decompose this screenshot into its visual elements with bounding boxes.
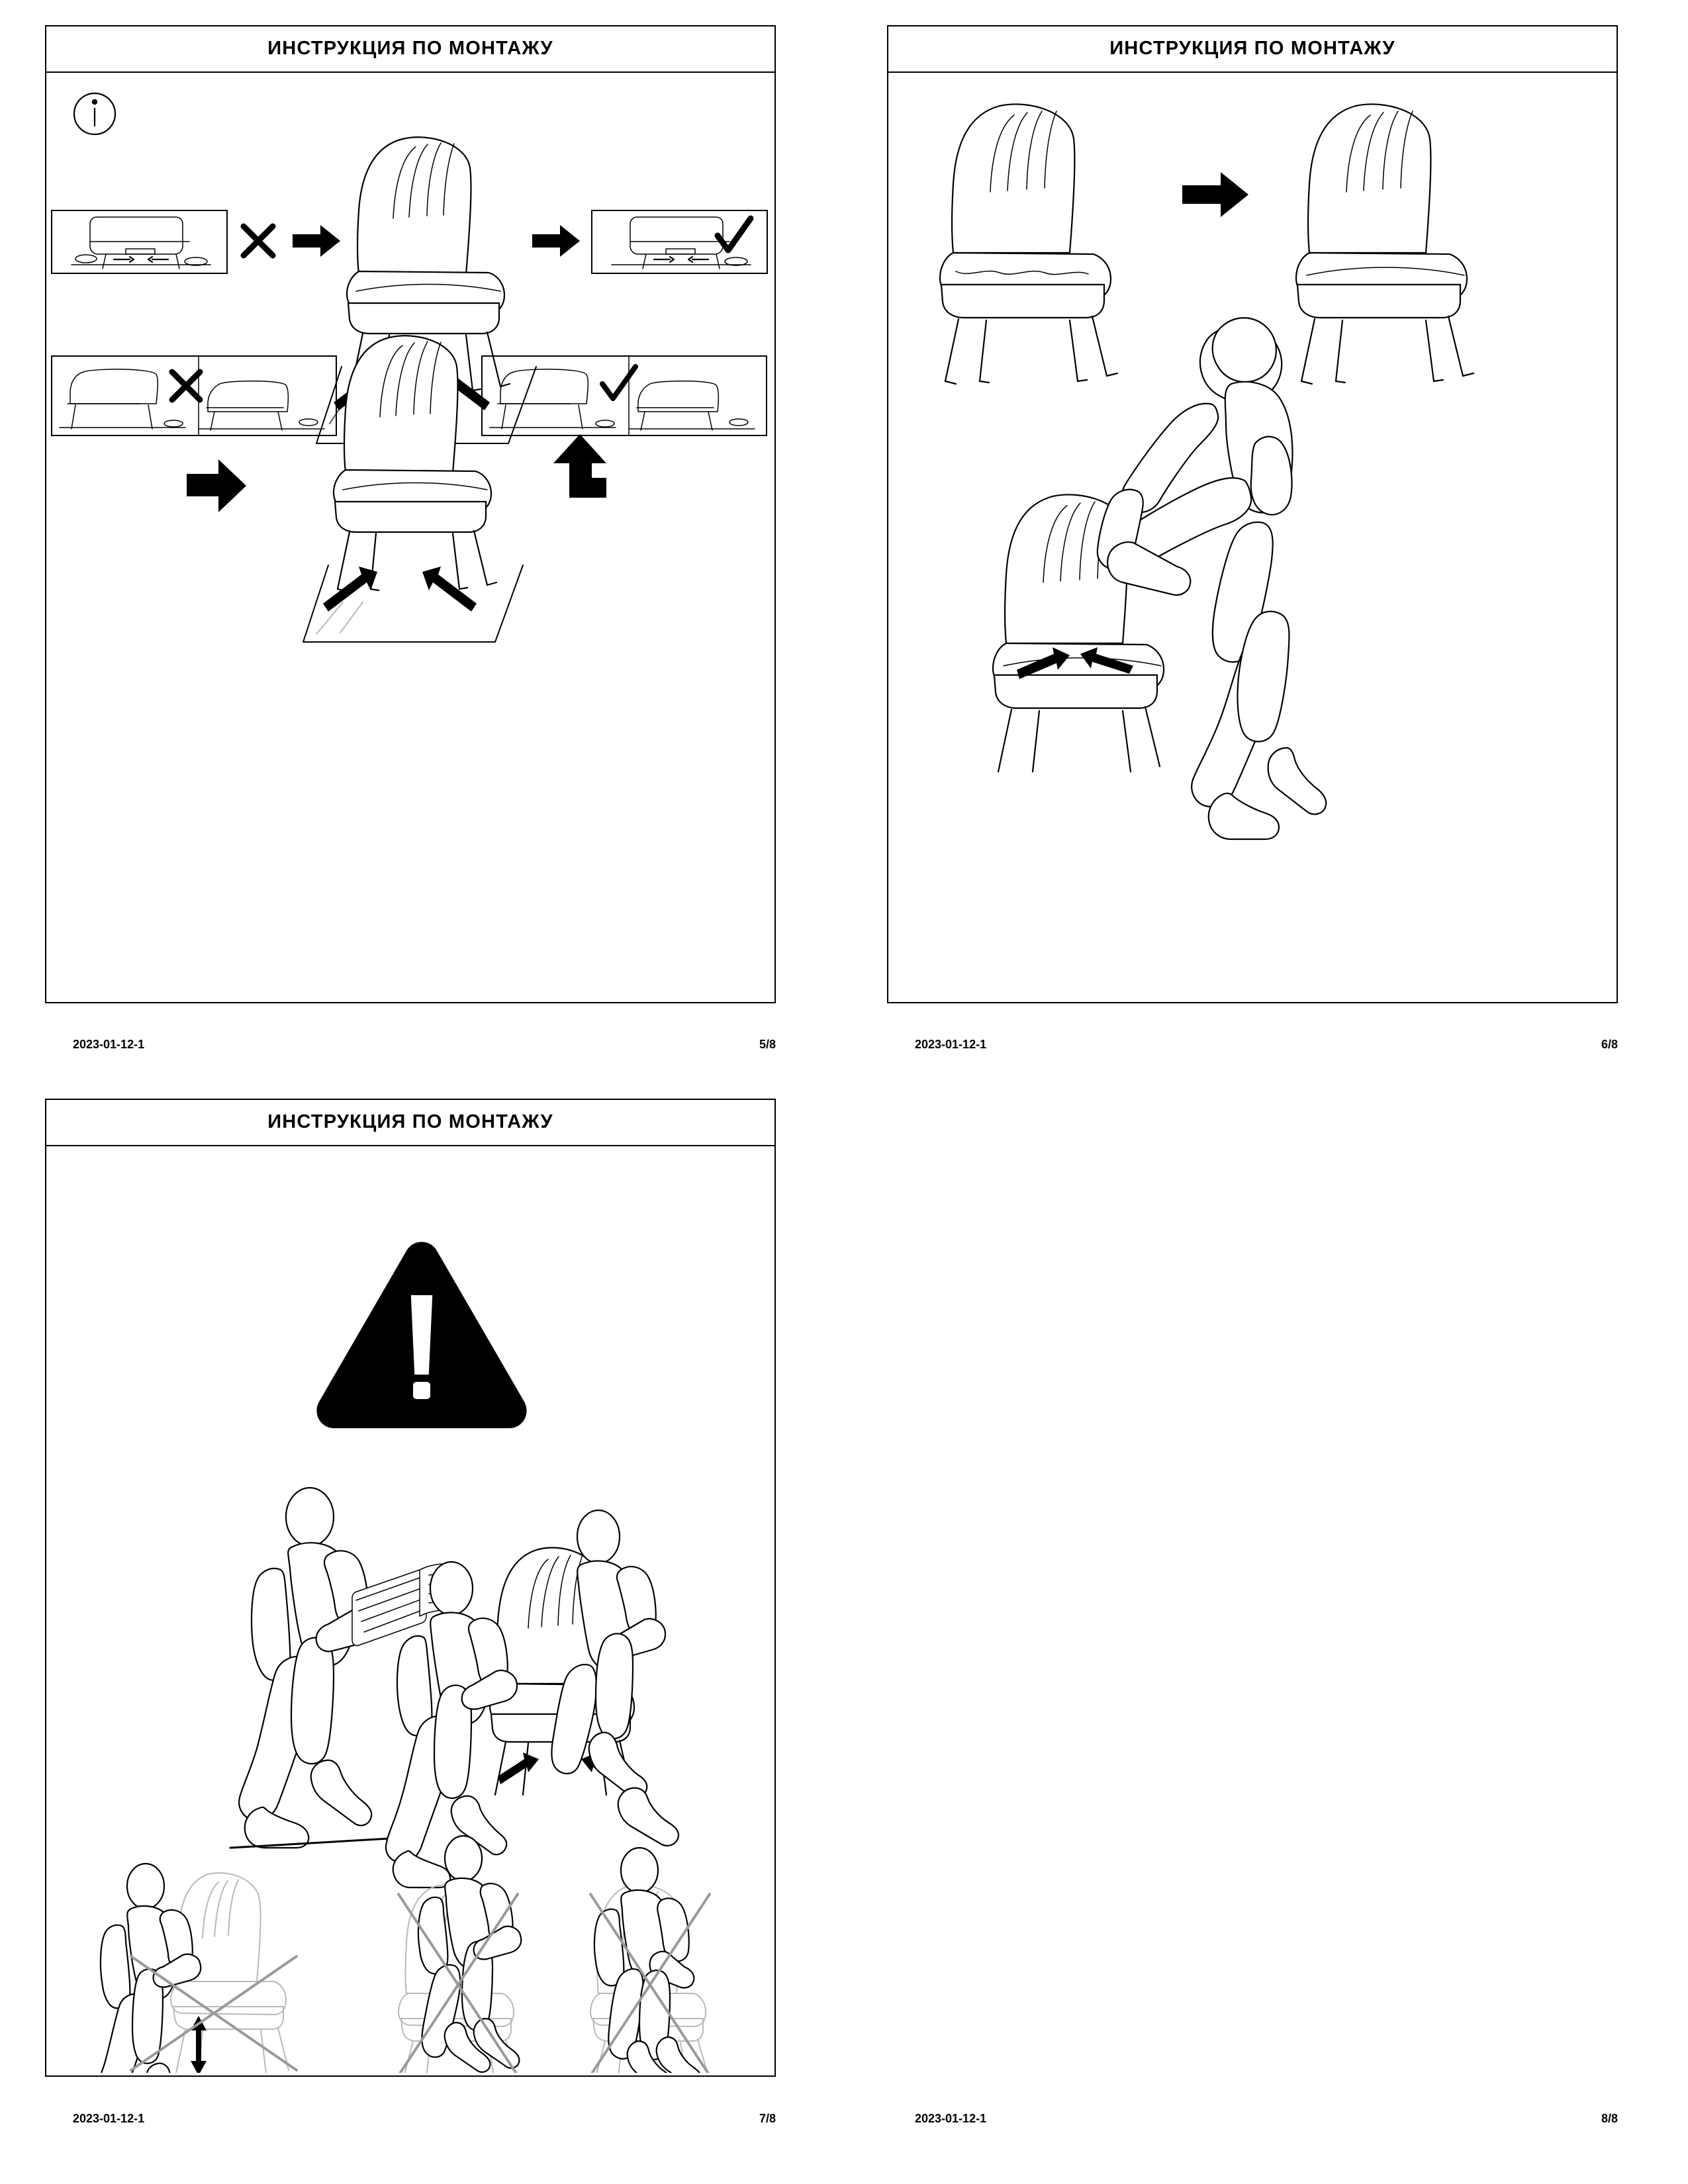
page-5 xyxy=(45,25,776,1003)
arrow-right-icon-top-2 xyxy=(532,225,580,257)
detail-wrong-bottom xyxy=(52,356,336,435)
person-dragging-chair xyxy=(93,1864,297,2073)
detail-correct-bottom xyxy=(482,356,767,435)
page-7-svg xyxy=(45,1146,773,2073)
chair-with-loose-seat xyxy=(940,104,1117,384)
person-sitting-on-armrest xyxy=(590,1848,710,2073)
page-8-footer xyxy=(915,2110,1618,2127)
arrow-elbow-icon-right xyxy=(553,434,606,498)
detail-wrong-top xyxy=(52,210,227,273)
page-7-footer xyxy=(73,2110,776,2127)
page-6-date: 2023-01-12-1 xyxy=(915,1037,987,1051)
detail-correct-top xyxy=(592,210,767,273)
page-6-title: ИНСТРУКЦИЯ ПО МОНТАЖУ xyxy=(887,25,1618,73)
page-6-artwork xyxy=(887,73,1618,1003)
arrow-right-icon-page6 xyxy=(1182,172,1248,217)
page-6-number: 6/8 xyxy=(1601,1037,1618,1051)
page-6 xyxy=(887,25,1618,1003)
page-8-date: 2023-01-12-1 xyxy=(915,2111,987,2125)
page-5-svg xyxy=(45,73,773,999)
page-7 xyxy=(45,1099,776,2077)
page-6-footer xyxy=(915,1036,1618,1053)
arrow-right-icon-top-1 xyxy=(293,225,340,257)
page-5-date: 2023-01-12-1 xyxy=(73,1037,145,1051)
page-5-artwork xyxy=(45,73,776,1003)
page-8-number: 8/8 xyxy=(1601,2111,1618,2125)
page-7-number: 7/8 xyxy=(759,2111,776,2125)
page-6-svg xyxy=(887,73,1615,999)
arrow-elbow-icon-left xyxy=(187,459,246,512)
page-7-date: 2023-01-12-1 xyxy=(73,2111,145,2125)
page-5-number: 5/8 xyxy=(759,1037,776,1051)
page-5-footer xyxy=(73,1036,776,1053)
page-7-title: ИНСТРУКЦИЯ ПО МОНТАЖУ xyxy=(45,1099,776,1146)
page-5-title: ИНСТРУКЦИЯ ПО МОНТАЖУ xyxy=(45,25,776,73)
page-7-artwork xyxy=(45,1146,776,2077)
human-figure-pressing xyxy=(1098,318,1326,839)
info-icon xyxy=(74,93,115,134)
cross-mark-top xyxy=(244,226,273,255)
warning-icon xyxy=(316,1242,526,1429)
chair-with-fitted-seat xyxy=(1296,104,1474,384)
